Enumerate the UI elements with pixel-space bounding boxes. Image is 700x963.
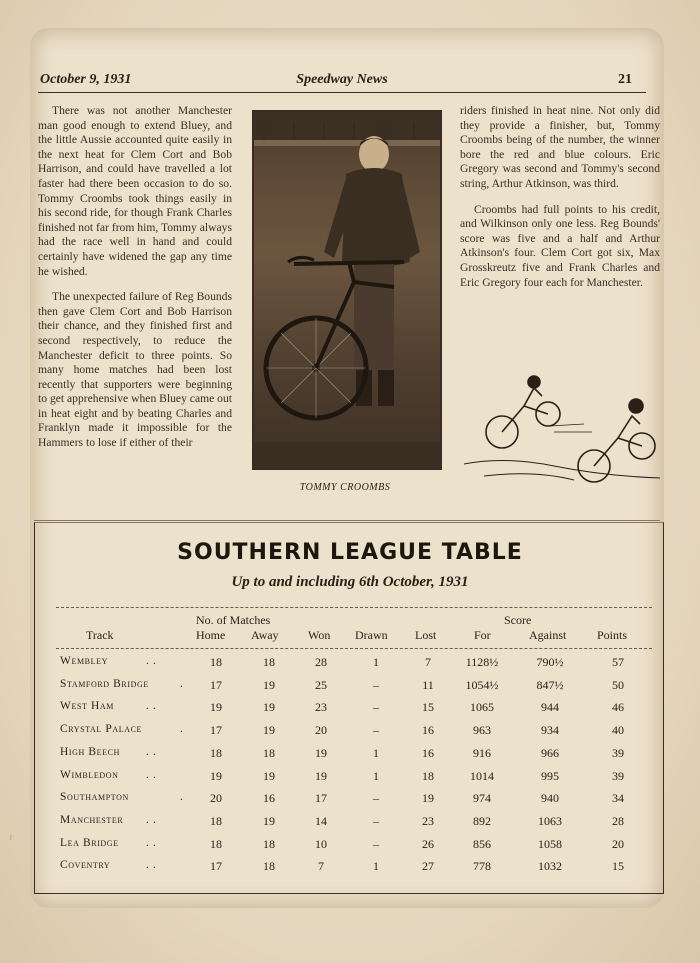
header-track: Track [86, 628, 114, 642]
header-against: Against [529, 628, 567, 642]
cell-won: 20 [315, 723, 327, 738]
cell-won: 17 [315, 791, 327, 806]
article-column-right [460, 104, 660, 301]
cell-against: 1063 [538, 813, 562, 828]
cell-away: 18 [263, 836, 275, 851]
header-won: Won [308, 628, 331, 642]
cell-away: 18 [263, 859, 275, 874]
cell-won: 28 [315, 655, 327, 669]
table-row [0, 723, 700, 745]
track-name: Manchester [60, 813, 124, 826]
cell-for: 974 [473, 791, 491, 806]
header-drawn: Drawn [355, 628, 388, 642]
cell-points: 20 [612, 836, 624, 851]
cell-against: 940 [541, 791, 559, 806]
cell-won: 19 [315, 745, 327, 760]
track-name: Wimbledon [60, 768, 119, 781]
cell-lost: 23 [422, 813, 434, 828]
page-number: 21 [618, 72, 632, 87]
cell-away: 19 [263, 677, 275, 692]
table-row [0, 791, 700, 813]
cell-points: 57 [612, 655, 624, 669]
track-name: Stamford Bridge [60, 677, 149, 690]
cell-lost: 27 [422, 859, 434, 874]
cell-away: 19 [263, 768, 275, 783]
table-title: SOUTHERN LEAGUE TABLE [177, 540, 523, 565]
cell-for: 1054½ [465, 677, 499, 692]
racing-riders-illustration [464, 366, 660, 486]
cell-for: 1128½ [465, 655, 499, 669]
cell-against: 995 [541, 768, 559, 783]
cell-home: 18 [210, 813, 222, 828]
rider-photo [252, 110, 442, 470]
leader-dots: . . [146, 745, 157, 758]
cell-against: 1058 [538, 836, 562, 851]
cell-drawn: – [373, 813, 379, 828]
cell-for: 963 [473, 723, 491, 738]
photo-caption: TOMMY CROOMBS [299, 482, 391, 493]
cell-points: 40 [612, 723, 624, 738]
cell-for: 892 [473, 813, 491, 828]
cell-for: 916 [473, 745, 491, 760]
cell-won: 19 [315, 768, 327, 783]
cell-away: 18 [263, 745, 275, 760]
header-home: Home [196, 628, 226, 642]
cell-home: 19 [210, 700, 222, 715]
page-header [38, 70, 646, 93]
cell-home: 18 [210, 745, 222, 760]
cell-away: 16 [263, 791, 275, 806]
article-column-left [38, 104, 232, 462]
cell-drawn: – [373, 791, 379, 806]
cell-points: 46 [612, 700, 624, 715]
cell-for: 1014 [470, 768, 494, 783]
leader-dots: . . [146, 700, 157, 713]
leader-dots: . . [146, 655, 157, 667]
cell-lost: 16 [422, 723, 434, 738]
cell-lost: 26 [422, 836, 434, 851]
header-lost: Lost [415, 628, 437, 642]
cell-won: 14 [315, 813, 327, 828]
cell-lost: 15 [422, 700, 434, 715]
table-row [0, 769, 700, 791]
cell-points: 28 [612, 813, 624, 828]
cell-home: 19 [210, 768, 222, 783]
cell-drawn: 1 [373, 768, 379, 783]
cell-drawn: 1 [373, 859, 379, 874]
leader-dots: . [180, 723, 184, 736]
table-row [0, 837, 700, 859]
table-row [0, 746, 700, 768]
cell-points: 50 [612, 677, 624, 692]
cell-home: 17 [210, 723, 222, 738]
cell-won: 7 [318, 859, 324, 874]
leader-dots: . . [146, 768, 157, 781]
track-name: West Ham [60, 700, 114, 713]
cell-against: 790½ [536, 655, 564, 669]
article-paragraph: riders finished in heat nine. Not only did they provide a finisher, but, Tommy Croombs being of the number, the winner bore the red and blue colours. Eric Gregory was second and Tommy's second string, Arthur Atkinson, was third. [460, 104, 660, 190]
cell-drawn: – [373, 723, 379, 738]
track-name: Southampton [60, 791, 129, 804]
cell-away: 18 [263, 655, 275, 669]
cell-against: 1032 [538, 859, 562, 874]
cell-away: 19 [263, 723, 275, 738]
article-paragraph: There was not another Manchester man good enough to extend Bluey, and the little Aussie accounted quite easily in the next heat for Clem Cort and Bob Harrison, and could have travelled a lot faster had there been occasion to do so. Tommy Croombs took things easily in his second ride, for though Frank Charles finished not far from him, Tommy always had the race well in hand and could certainly have widened the gap any time he wished. [38, 104, 232, 278]
rider-with-motorcycle-image [254, 112, 440, 468]
table-rule-header [56, 648, 652, 649]
track-name: High Beech [60, 745, 120, 758]
header-away: Away [251, 628, 279, 642]
cell-drawn: – [373, 700, 379, 715]
cell-for: 778 [473, 859, 491, 874]
cell-won: 25 [315, 677, 327, 692]
leader-dots: . . [146, 813, 157, 826]
cell-lost: 19 [422, 791, 434, 806]
header-for: For [474, 628, 491, 642]
article-paragraph: The unexpected failure of Reg Bounds then gave Clem Cort and Bob Harrison their chance, and they finished first and second respectively, to reduce the Manchester deficit to three points. So many home matches had been lost recently that supporters were beginning to get apprehensive when Bluey came out in heat eight and by beating Charles and Franklyn made it impossible for the Hammers to lose if either of their [38, 290, 232, 450]
cell-drawn: – [373, 836, 379, 851]
cell-drawn: 1 [373, 655, 379, 669]
table-row [0, 814, 700, 836]
cell-home: 18 [210, 655, 222, 669]
cell-home: 17 [210, 859, 222, 874]
cell-away: 19 [263, 700, 275, 715]
cell-against: 944 [541, 700, 559, 715]
cell-won: 10 [315, 836, 327, 851]
table-row [0, 859, 700, 881]
header-score: Score [504, 613, 532, 627]
cell-points: 39 [612, 768, 624, 783]
cell-for: 856 [473, 836, 491, 851]
table-row [0, 655, 700, 677]
track-name: Crystal Palace [60, 723, 143, 736]
leader-dots: . [180, 791, 184, 804]
cell-lost: 18 [422, 768, 434, 783]
leader-dots: . . [146, 836, 157, 849]
section-divider [34, 520, 660, 521]
track-name: Coventry [60, 859, 111, 872]
cell-home: 20 [210, 791, 222, 806]
cell-points: 34 [612, 791, 624, 806]
article-paragraph: Croombs had full points to his credit, and Wilkinson only one less. Reg Bounds' score was five and a half and Arthur Atkinson's four. Clem Cort got six, Max Grosskreutz five and Frank Charles and Eric Gregory four each for Manchester. [460, 202, 660, 289]
cell-points: 39 [612, 745, 624, 760]
cell-lost: 7 [425, 655, 431, 669]
track-name: Lea Bridge [60, 836, 119, 849]
cell-drawn: – [373, 677, 379, 692]
cell-home: 17 [210, 677, 222, 692]
cell-against: 934 [541, 723, 559, 738]
cell-against: 966 [541, 745, 559, 760]
issue-date: October 9, 1931 [40, 72, 132, 87]
cell-lost: 11 [422, 677, 434, 692]
cell-drawn: 1 [373, 745, 379, 760]
cell-away: 19 [263, 813, 275, 828]
leader-dots: . [180, 677, 184, 690]
track-name: Wembley [60, 655, 108, 667]
margin-signature: ~ [6, 835, 16, 840]
cell-points: 15 [612, 859, 624, 874]
cell-lost: 16 [422, 745, 434, 760]
header-points: Points [597, 628, 628, 642]
publication-title: Speedway News [296, 72, 388, 87]
table-row [0, 678, 700, 700]
table-subtitle: Up to and including 6th October, 1931 [231, 574, 469, 590]
cell-against: 847½ [536, 677, 564, 692]
speedway-riders-sketch [464, 366, 660, 486]
table-row [0, 700, 700, 722]
header-matches: No. of Matches [196, 613, 271, 627]
cell-for: 1065 [470, 700, 494, 715]
cell-won: 23 [315, 700, 327, 715]
table-rule-top [56, 607, 652, 608]
leader-dots: . . [146, 859, 157, 872]
cell-home: 18 [210, 836, 222, 851]
